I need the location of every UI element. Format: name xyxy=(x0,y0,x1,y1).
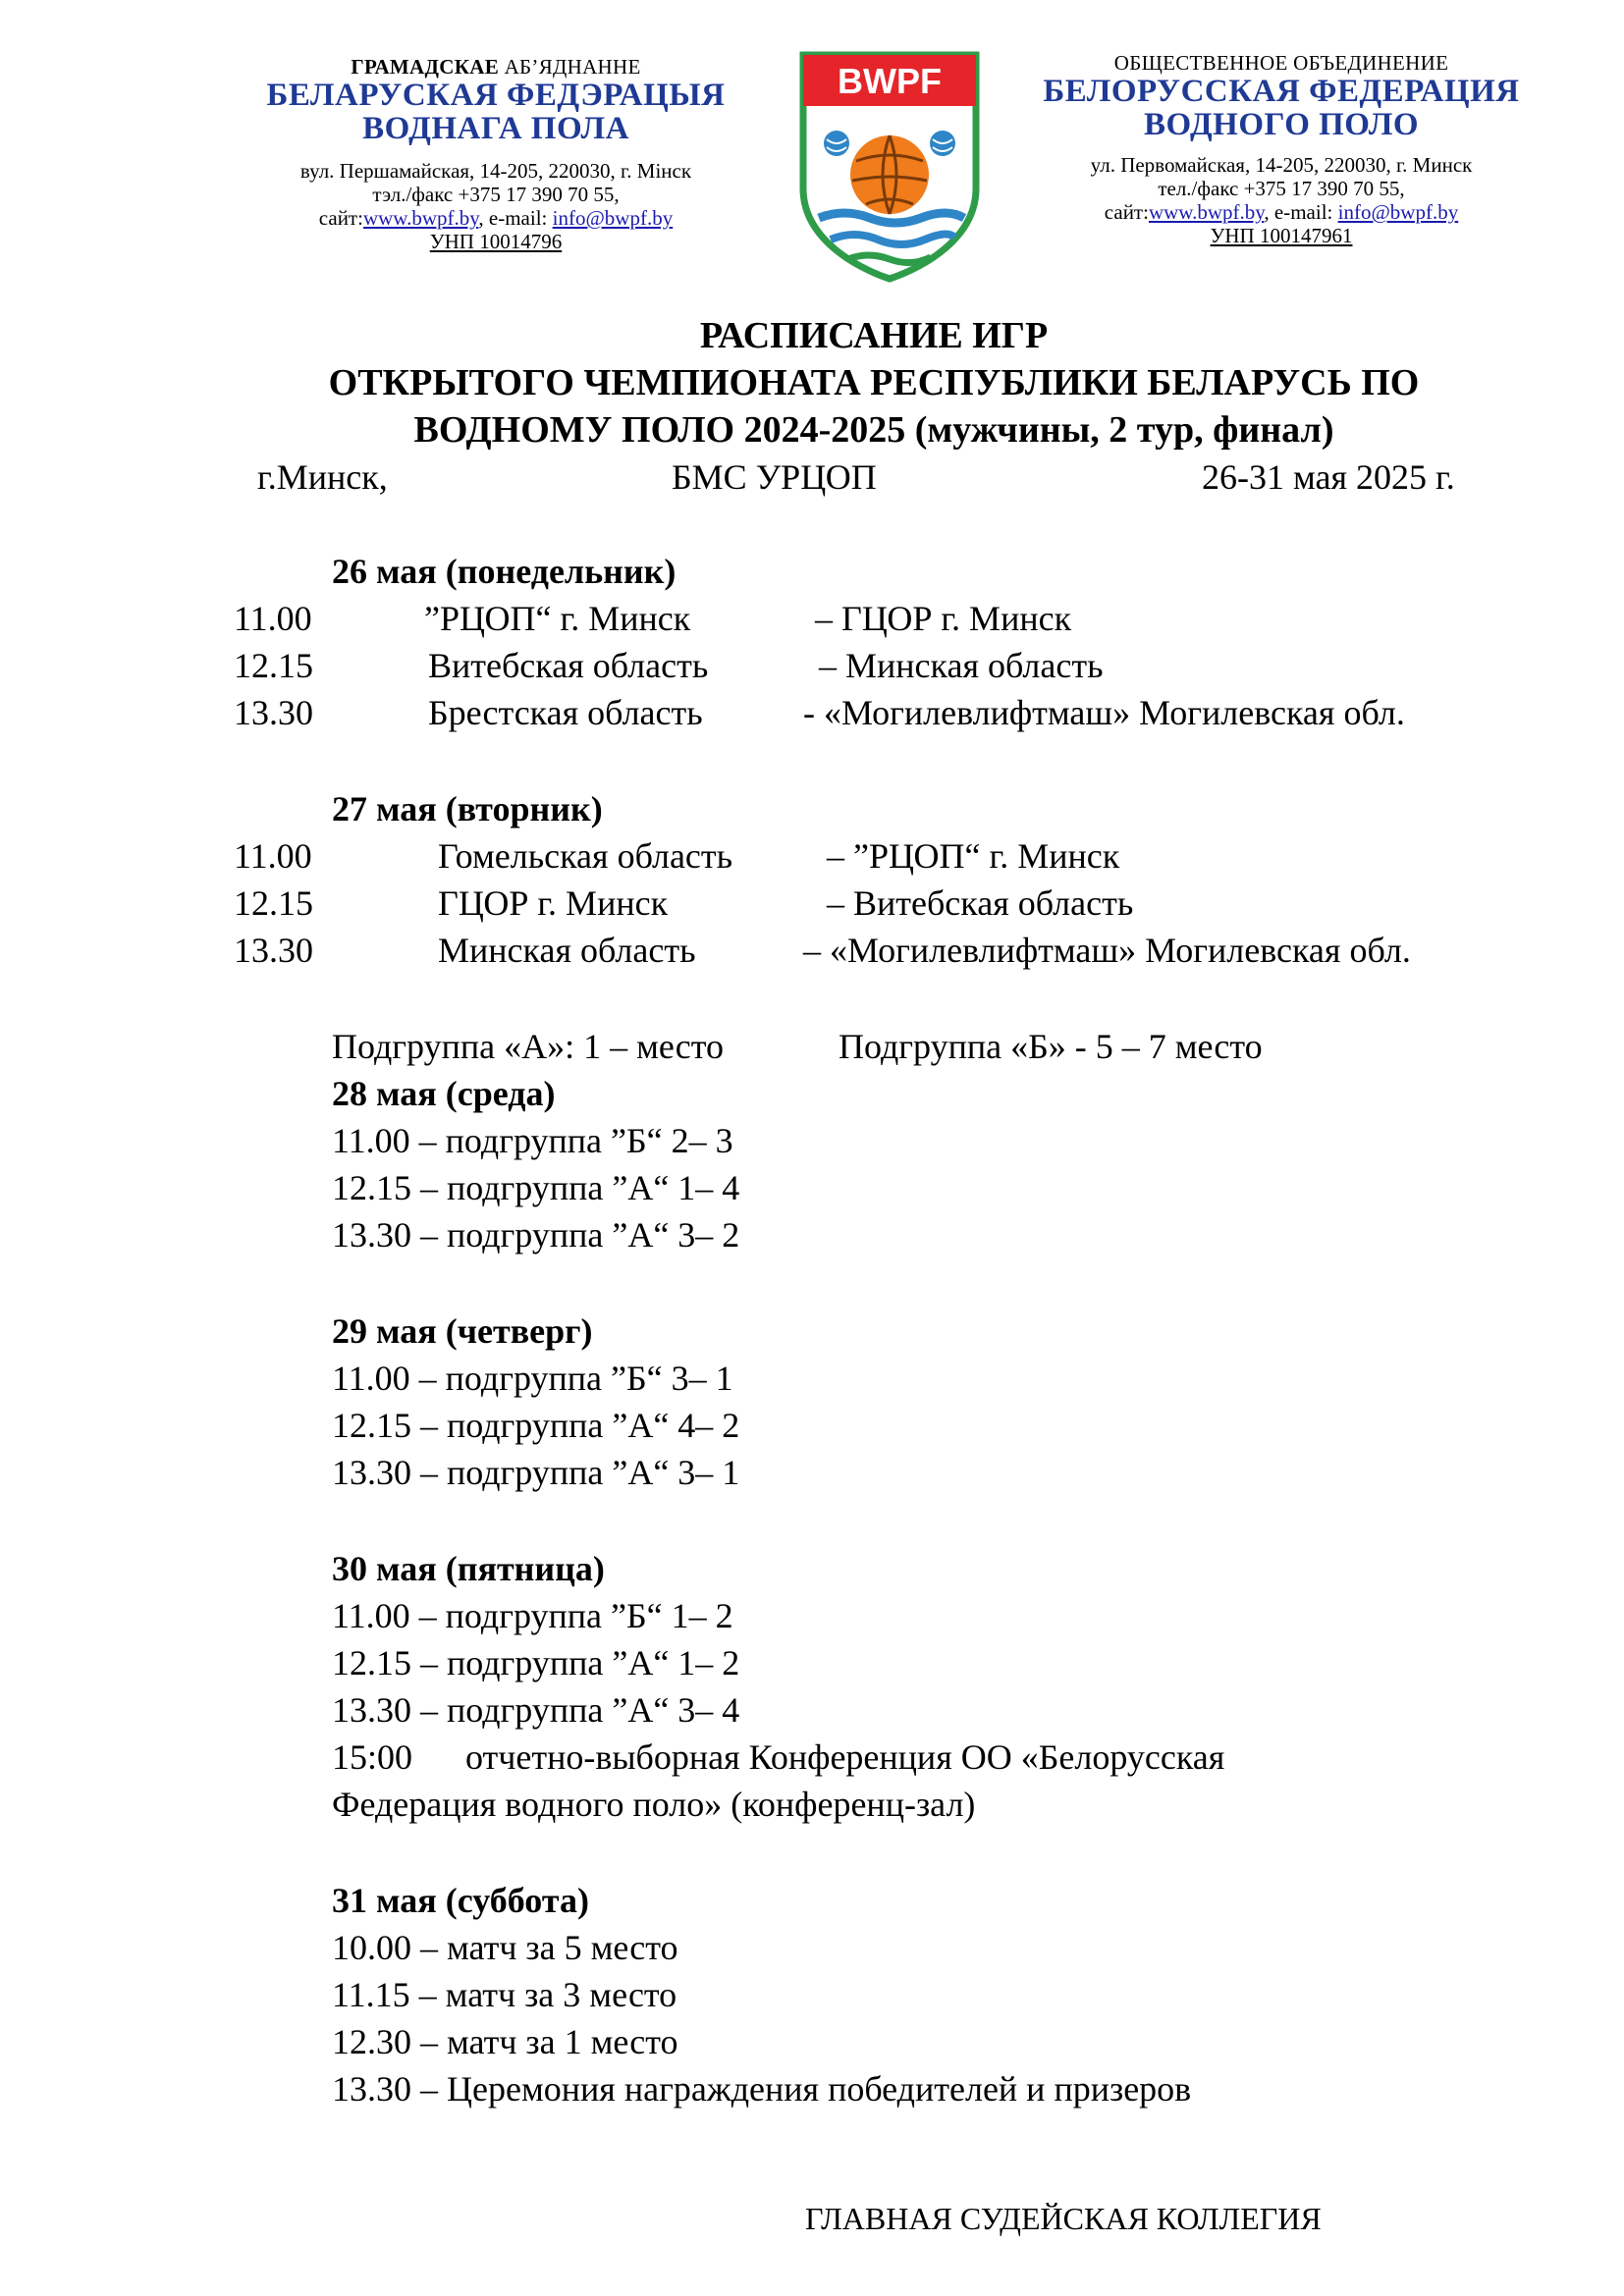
address-ru: ул. Первомайская, 14-205, 220030, г. Минск xyxy=(1090,153,1473,177)
title-line1: РАСПИСАНИЕ ИГР xyxy=(699,315,1049,356)
conference-time: 15:00 xyxy=(332,1737,413,1777)
day6-heading: 31 мая (суббота) xyxy=(332,1881,589,1920)
org-type-ru: ОБЩЕСТВЕННОЕ ОБЪЕДИНЕНИЕ xyxy=(1113,51,1449,75)
schedule-line: 11.00 – подгруппа ”Б“ 3– 1 xyxy=(332,1359,733,1398)
logo-text: BWPF xyxy=(838,61,942,101)
unp-be: УНП 10014796 xyxy=(429,230,563,253)
game-away: – «Могилевлифтмаш» Могилевская обл. xyxy=(803,931,1411,970)
game-time: 11.00 xyxy=(234,836,312,876)
game-time: 12.15 xyxy=(234,883,313,923)
schedule-line: 12.15 – подгруппа ”А“ 4– 2 xyxy=(332,1406,740,1445)
water-polo-ball-shield-logo-icon xyxy=(797,51,982,283)
conference-line2: Федерация водного поло» (конференц-зал) xyxy=(332,1785,976,1824)
org-type-be: ГРАМАДСКАЕ АБ’ЯДНАННЕ xyxy=(351,55,641,79)
game-home: ГЦОР г. Минск xyxy=(438,883,669,923)
schedule-line: 10.00 – матч за 5 место xyxy=(332,1928,678,1967)
signature-block: ГЛАВНАЯ СУДЕЙСКАЯ КОЛЛЕГИЯ xyxy=(805,2201,1322,2236)
game-home: ”РЦОП“ г. Минск xyxy=(424,599,691,638)
title-line2: ОТКРЫТОГО ЧЕМПИОНАТА РЕСПУБЛИКИ БЕЛАРУСЬ ПО xyxy=(328,362,1420,403)
location-venue: БМС УРЦОП xyxy=(672,457,877,497)
schedule-line: 11.00 – подгруппа ”Б“ 2– 3 xyxy=(332,1121,733,1160)
schedule-line: 13.30 – подгруппа ”А“ 3– 1 xyxy=(332,1453,740,1492)
subgroup-a: Подгруппа «А»: 1 – место xyxy=(332,1027,724,1066)
header-right-block xyxy=(1006,51,1556,247)
game-home: Витебская область xyxy=(428,646,709,685)
game-away: – ГЦОР г. Минск xyxy=(815,599,1072,638)
site-link-be[interactable]: www.bwpf.by xyxy=(362,206,479,230)
schedule-line: 11.00 – подгруппа ”Б“ 1– 2 xyxy=(332,1596,733,1635)
phone-be: тэл./факс +375 17 390 70 55, xyxy=(372,183,620,206)
title-line3: ВОДНОМУ ПОЛО 2024-2025 (мужчины, 2 тур, финал) xyxy=(413,409,1334,451)
contacts-be: сайт:www.bwpf.by, e-mail: info@bwpf.by xyxy=(318,206,674,230)
game-away: – Минская область xyxy=(819,646,1104,685)
day3-heading: 28 мая (среда) xyxy=(332,1074,556,1113)
game-time: 12.15 xyxy=(234,646,313,685)
game-time: 11.00 xyxy=(234,599,312,638)
day4-heading: 29 мая (четверг) xyxy=(332,1311,593,1351)
game-away: – Витебская область xyxy=(827,883,1134,923)
game-home: Гомельская область xyxy=(438,836,733,876)
header-left-block xyxy=(236,55,756,253)
game-home: Брестская область xyxy=(428,693,703,732)
email-link-be[interactable]: info@bwpf.by xyxy=(552,206,674,230)
game-away: – ”РЦОП“ г. Минск xyxy=(827,836,1120,876)
contacts-ru: сайт:www.bwpf.by, e-mail: info@bwpf.by xyxy=(1104,200,1459,224)
address-be: вул. Першамайская, 14-205, 220030, г. Мінск xyxy=(299,159,692,183)
phone-ru: тел./факс +375 17 390 70 55, xyxy=(1158,177,1405,200)
day1-heading: 26 мая (понедельник) xyxy=(332,552,677,591)
schedule-line: 12.15 – подгруппа ”А“ 1– 4 xyxy=(332,1168,740,1207)
conference-line1: отчетно-выборная Конференция ОО «Белорусская xyxy=(465,1737,1225,1777)
schedule-line: 12.30 – матч за 1 место xyxy=(332,2022,678,2061)
bwpf-logo xyxy=(797,51,982,283)
schedule-line: 13.30 – Церемония награждения победителей и призеров xyxy=(332,2069,1192,2109)
org-name-be-line2: ВОДНАГА ПОЛА xyxy=(362,111,629,146)
schedule-line: 13.30 – подгруппа ”А“ 3– 4 xyxy=(332,1690,740,1730)
day5-heading: 30 мая (пятница) xyxy=(332,1549,605,1588)
org-name-ru-line1: БЕЛОРУССКАЯ ФЕДЕРАЦИЯ xyxy=(1043,74,1520,109)
org-name-be-line1: БЕЛАРУСКАЯ ФЕДЭРАЦЫЯ xyxy=(266,78,726,113)
game-time: 13.30 xyxy=(234,693,313,732)
email-link-ru[interactable]: info@bwpf.by xyxy=(1337,200,1459,224)
unp-ru: УНП 100147961 xyxy=(1210,224,1353,247)
game-time: 13.30 xyxy=(234,931,313,970)
schedule-line: 11.15 – матч за 3 место xyxy=(332,1975,677,2014)
location-dates: 26-31 мая 2025 г. xyxy=(1202,457,1455,497)
schedule-line: 12.15 – подгруппа ”А“ 1– 2 xyxy=(332,1643,740,1682)
schedule-line: 13.30 – подгруппа ”А“ 3– 2 xyxy=(332,1215,740,1255)
day2-heading: 27 мая (вторник) xyxy=(332,789,603,828)
subgroup-b: Подгруппа «Б» - 5 – 7 место xyxy=(839,1027,1263,1066)
site-link-ru[interactable]: www.bwpf.by xyxy=(1148,200,1265,224)
game-home: Минская область xyxy=(438,931,696,970)
game-away: - «Могилевлифтмаш» Могилевская обл. xyxy=(803,693,1405,732)
location-city: г.Минск, xyxy=(257,457,388,497)
org-name-ru-line2: ВОДНОГО ПОЛО xyxy=(1143,107,1420,142)
